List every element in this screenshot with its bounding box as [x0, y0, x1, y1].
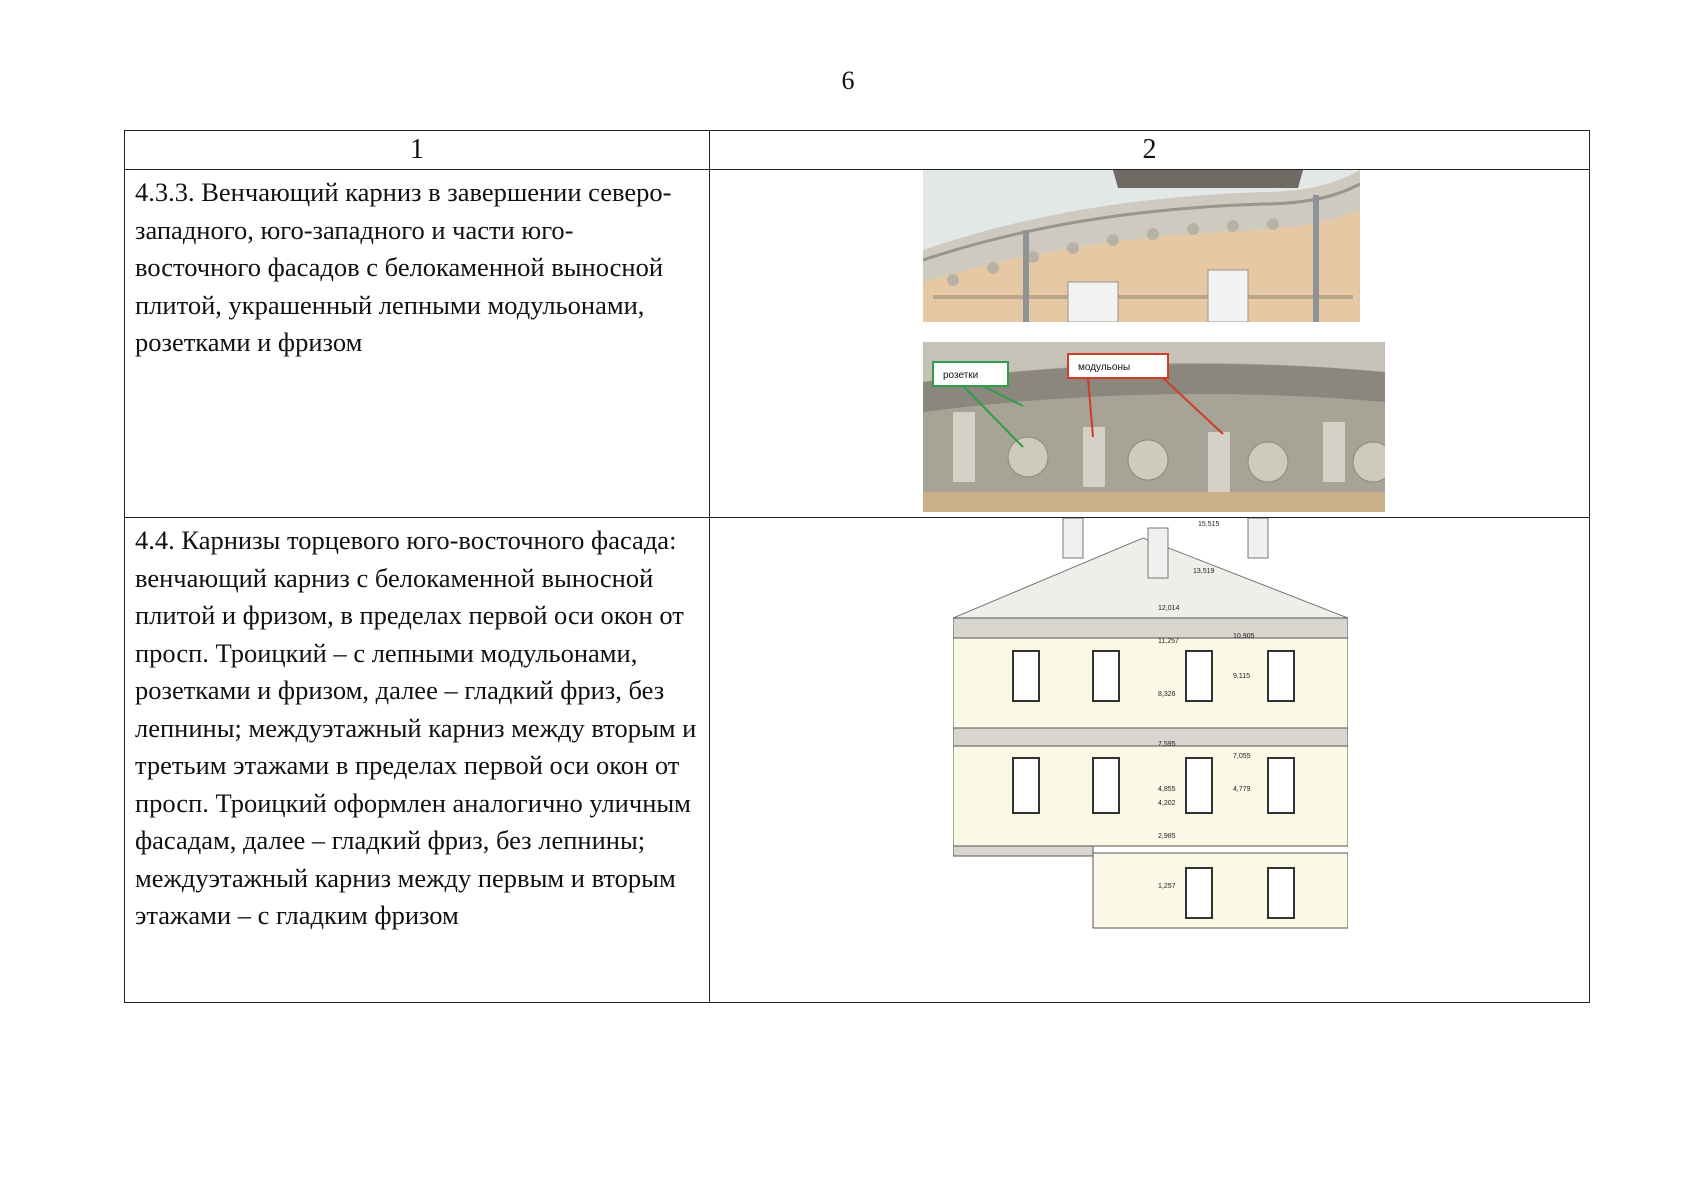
elevation-mark: 13,519 [1193, 568, 1215, 575]
document-table [124, 130, 1590, 1003]
table-row [125, 170, 1590, 518]
elevation-mark: 8,326 [1158, 691, 1176, 698]
elevation-mark: 1,257 [1158, 883, 1176, 890]
row-description: 4.3.3. Венчающий карниз в завершении северо-западного, юго-западного и части юго-восточного фасадов с белокаменной выносной плитой, украшенный лепными модульонами, розетками и фризом [125, 170, 710, 518]
cornice-photo-icon [923, 170, 1360, 322]
elevation-mark: 2,985 [1158, 833, 1176, 840]
elevation-mark: 4,779 [1233, 786, 1251, 793]
elevation-mark: 15,515 [1198, 521, 1220, 528]
facade-elevation-drawing-icon [953, 518, 1348, 948]
elevation-mark: 12,014 [1158, 605, 1180, 612]
elevation-mark: 4,855 [1158, 786, 1176, 793]
label-modillions: модульоны [1078, 362, 1131, 373]
cornice-detail-photo-icon [923, 342, 1385, 512]
column-header-2: 2 [710, 131, 1590, 170]
label-rosettes: розетки [943, 370, 979, 381]
row-images [710, 518, 1590, 1003]
table-header-row [125, 131, 1590, 170]
page-number: 6 [841, 66, 855, 95]
elevation-mark: 4,202 [1158, 800, 1176, 807]
elevation-mark: 7,055 [1233, 753, 1251, 760]
row-images [710, 170, 1590, 518]
elevation-mark: 7,595 [1158, 741, 1176, 748]
elevation-mark: 11,257 [1158, 638, 1179, 645]
column-header-1: 1 [125, 131, 710, 170]
elevation-mark: 10,905 [1233, 633, 1255, 640]
row-description: 4.4. Карнизы торцевого юго-восточного фасада: венчающий карниз с белокаменной выносной плитой и фризом, в пределах первой оси окон от просп. Троицкий – с лепными модульонами, розетками и фризом, далее – гладкий фриз, без лепнины; междуэтажный карниз между вторым и третьим этажами в пределах первой оси окон от просп. Троицкий оформлен аналогично уличным фасадам, далее – гладкий фриз, без лепнины; междуэтажный карниз между первым и вторым этажами – с гладким фризом [125, 518, 710, 1003]
elevation-mark: 9,115 [1233, 673, 1250, 680]
table-row [125, 518, 1590, 1003]
